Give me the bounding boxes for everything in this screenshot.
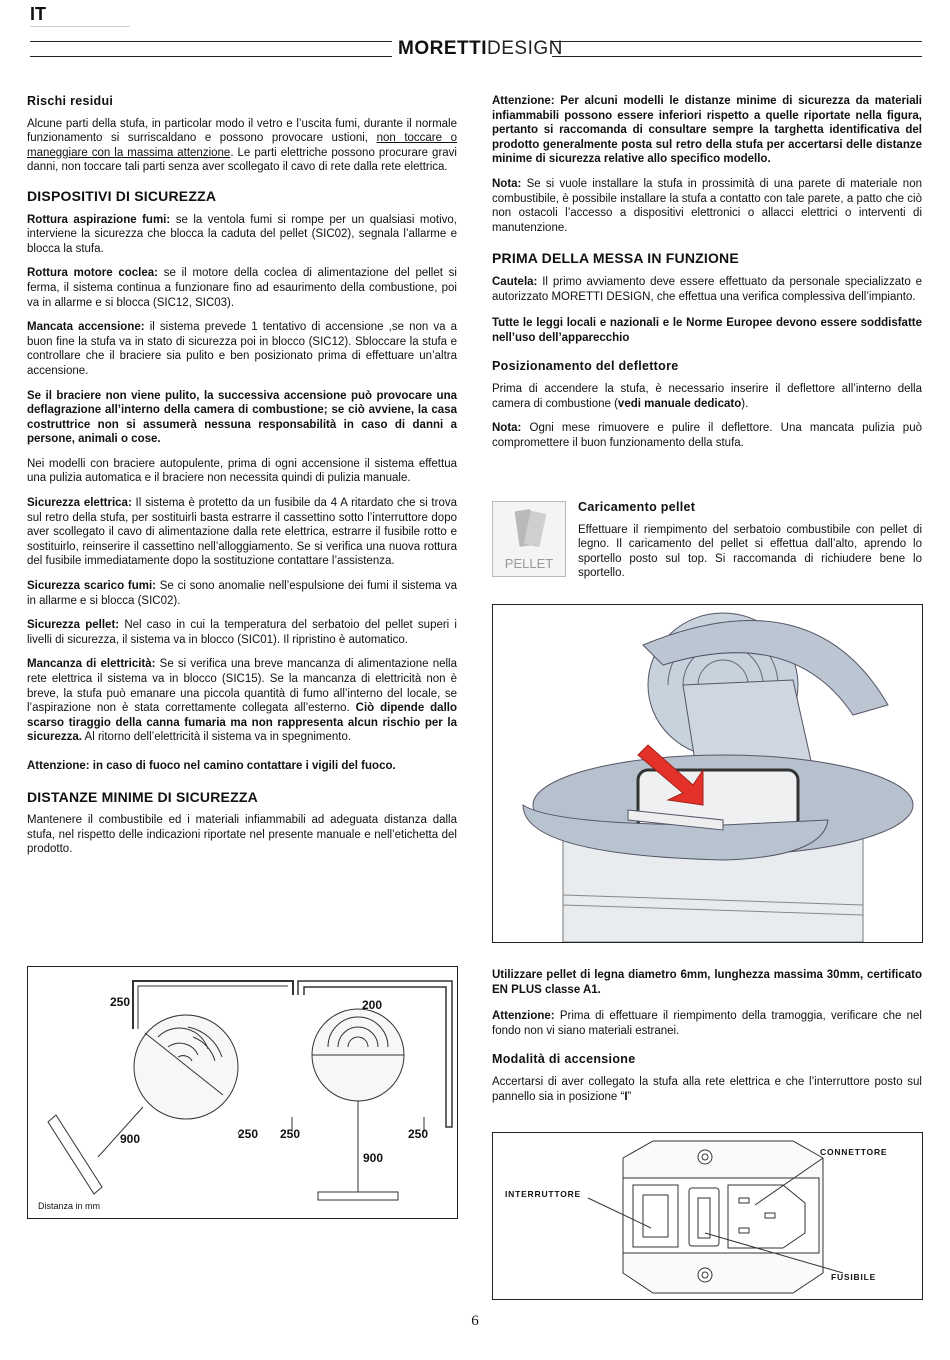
distances-figure [27,966,458,1219]
right-column-lower [492,968,922,1114]
dim-250-right: 250 [408,1127,429,1141]
brand-thin: DESIGN [487,38,563,59]
paragraph-attenzione-tramoggia: Attenzione: Prima di effettuare il riempimento della tramoggia, verificare che nel fondo non vi siano materiali estranei. [492,1010,922,1037]
switch-panel-figure [492,1132,923,1300]
heading-prima-messa: PRIMA DELLA MESSA IN FUNZIONE [492,250,739,267]
pellet-icon [492,501,566,577]
dim-250-top-left: 250 [110,995,131,1009]
right-column [492,94,922,460]
paragraph-cautela: Cautela: Il primo avviamento deve essere effettuato da personale specializzato e autorizzato MORETTI DESIGN, che effettua una verifica complessiva dell’impianto. [492,275,922,303]
stove-drawing [493,605,922,942]
dim-250-middle: 250 [280,1127,301,1141]
paragraph-modalita: Accertarsi di aver collegato la stufa alla rete elettrica e che l’interruttore posto sul pannello sia in posizione “I” [492,1075,922,1103]
dim-250-bottom-left: 250 [238,1127,259,1141]
paragraph-utilizzare-pellet: Utilizzare pellet di legna diametro 6mm, lunghezza massima 30mm, certificato EN PLUS classe A1. [492,969,922,996]
paragraph-fuoco-warning: Attenzione: in caso di fuoco nel camino contattare i vigili del fuoco. [27,759,396,772]
paragraph-autopulente: Nei modelli con braciere autopulente, prima di ogni accensione il sistema effettua una pulizia automatica e il braciere non necessita quindi di pulizia manuale. [27,457,457,485]
paragraph-sicurezza-elettrica: Sicurezza elettrica: Il sistema è protetto da un fusibile da 4 A ritardato che si trova sul retro della stufa, per sostituirli basta estrarre il cassettino sotto l’interruttore dopo aver scollegato il cavo di alimentazione dalla rete elettrica, estrarre il fusibile rotto e sostituirlo, reinserire il cassettino nell’alloggiamento. Se si verifica una nuova rottura del fusibile immediatamente dopo la sostituzione contattare l’assistenza. [27,497,457,568]
caricamento-section [578,500,922,581]
dim-900-diagonal: 900 [120,1132,141,1146]
header-rule-right-top [552,41,922,42]
dim-900-front: 900 [363,1151,384,1165]
paragraph-braciere-warning: Se il braciere non viene pulito, la successiva accensione può provocare una deflagrazione all’interno della camera di combustione; se ciò avviene, la casa costruttrice non si assumerà nessuna responsabilità in caso di danni a persone, animali o cose. [27,389,457,446]
heading-deflettore: Posizionamento del deflettore [492,359,679,374]
paragraph-rottura-aspirazione: Rottura aspirazione fumi: se la ventola fumi si rompe per un qualsiasi motivo, interviene la sicurezza che blocca la caduta del pellet (SIC02), segnala l’allarme e blocca la stufa. [27,213,458,255]
paragraph-distanze: Mantenere il combustibile ed i materiali infiammabili ad adeguata distanza dalla stufa, nel rispetto delle indicazioni riportate nel presente manuale e nell’etichetta del prodotto. [27,814,457,856]
header-rule-left-bottom [30,56,392,57]
paragraph-sicurezza-pellet: Sicurezza pellet: Nel caso in cui la temperatura del serbatoio del pellet superi i livelli di sicurezza, il sistema va in blocco (SIC01). Il ripristino è automatico. [27,619,457,646]
label-fusibile: FUSIBILE [831,1272,877,1282]
language-underline [30,26,130,27]
distances-drawing [28,967,457,1218]
left-column [27,94,457,867]
header-rule-left-top [30,41,392,42]
label-interruttore: INTERRUTTORE [505,1189,582,1199]
heading-rischi-residui: Rischi residui [27,94,114,108]
brand-bold: MORETTI [398,38,487,59]
distances-caption: Distanza in mm [38,1201,101,1211]
paragraph-caricamento: Effettuare il riempimento del serbatoio combustibile con pellet di legno. Il caricamento del pellet si effettua dall’alto, aprendo lo sportello posto sul top. Si raccomanda di richiudere bene lo sportello. [578,523,922,580]
paragraph-mancanza-elettricita: Mancanza di elettricità: Se si verifica una breve mancanza di alimentazione nella rete elettrica il sistema va in blocco (SIC15). Se la mancanza di elettricità non è breve, la stufa può emanare una piccola quantità di fumo all’interno del locale, se l’aspirazione non è stata correttamente collegata all’esterno. Ciò dipende dallo scarso tiraggio della canna fumaria ma non rappresenta alcun rischio per la sicurezza. Al ritorno dell’elettricità il sistema va in spegnimento. [27,658,457,744]
brand-logo [398,38,563,60]
paragraph-leggi: Tutte le leggi locali e nazionali e le Norme Europee devono essere soddisfatte nell’uso dell’apparecchio [492,317,922,344]
heading-distanze: DISTANZE MINIME DI SICUREZZA [27,788,258,805]
paragraph-scarico-fumi: Sicurezza scarico fumi: Se ci sono anomalie nell’espulsione dei fumi il sistema va in allarme e si blocca (SIC02). [27,580,457,607]
heading-dispositivi: DISPOSITIVI DI SICUREZZA [27,187,217,204]
paragraph-mancata-accensione: Mancata accensione: il sistema prevede 1 tentativo di accensione ,se non va a buon fine la stufa va in stato di sicurezza poi in blocco (SIC12). Sbloccare la stufa e controllare che il braciere sia pulito e ben posizionato prima di effettuare un’altra accensione. [27,321,457,377]
paragraph-deflettore: Prima di accendere la stufa, è necessario inserire il deflettore all’interno della camera di combustione (vedi manuale dedicato). [492,382,922,410]
paragraph-rischi: Alcune parti della stufa, in particolar modo il vetro e l’uscita fumi, durante il normale funzionamento si surriscaldano e possono provocare ustioni, non toccare o maneggiare con la massima attenzione. Le parti elettriche possono procurare gravi danni, non toccare tali parti senza aver scollegato il cavo di rete dalla rete elettrica. [27,117,457,174]
paragraph-nota-deflettore: Nota: Ogni mese rimuovere e pulire il deflettore. Una mancata pulizia può compromettere il buon funzionamento della stufa. [492,422,922,449]
page-number: 6 [471,1313,479,1329]
paragraph-nota-parete: Nota: Se si vuole installare la stufa in prossimità di una parete di materiale non combustibile, è possibile installare la stufa a contatto con tale parete, a patto che ciò non ostacoli l’accesso a dispositivi elettronici o allacci elettrici o interventi di manutenzione. [492,177,922,234]
paragraph-attenzione-distanze: Attenzione: Per alcuni modelli le distanze minime di sicurezza da materiali infiammabili possono essere inferiori rispetto a quelle riportate nella figura, pertanto si raccomanda di consultare sempre la targhetta identificativa del prodotto generalmente posta sul retro della stufa per accertarsi delle distanze minime di sicurezza relative allo specifico modello. [492,95,922,166]
label-connettore: CONNETTORE [820,1147,888,1157]
pellet-icon-label: PELLET [504,556,554,571]
header-rule-right-bottom [552,56,922,57]
dim-200-top-right: 200 [362,998,383,1012]
language-code: IT [30,4,46,24]
stove-loading-figure [492,604,923,943]
heading-modalita: Modalità di accensione [492,1052,636,1067]
paragraph-rottura-motore: Rottura motore coclea: se il motore della coclea di alimentazione del pellet si ferma, il sistema continua a funzionare fino ad esaurimento della combustione, poi va in allarme e si blocca (SIC12, SIC03). [27,267,457,309]
heading-caricamento: Caricamento pellet [578,500,696,514]
